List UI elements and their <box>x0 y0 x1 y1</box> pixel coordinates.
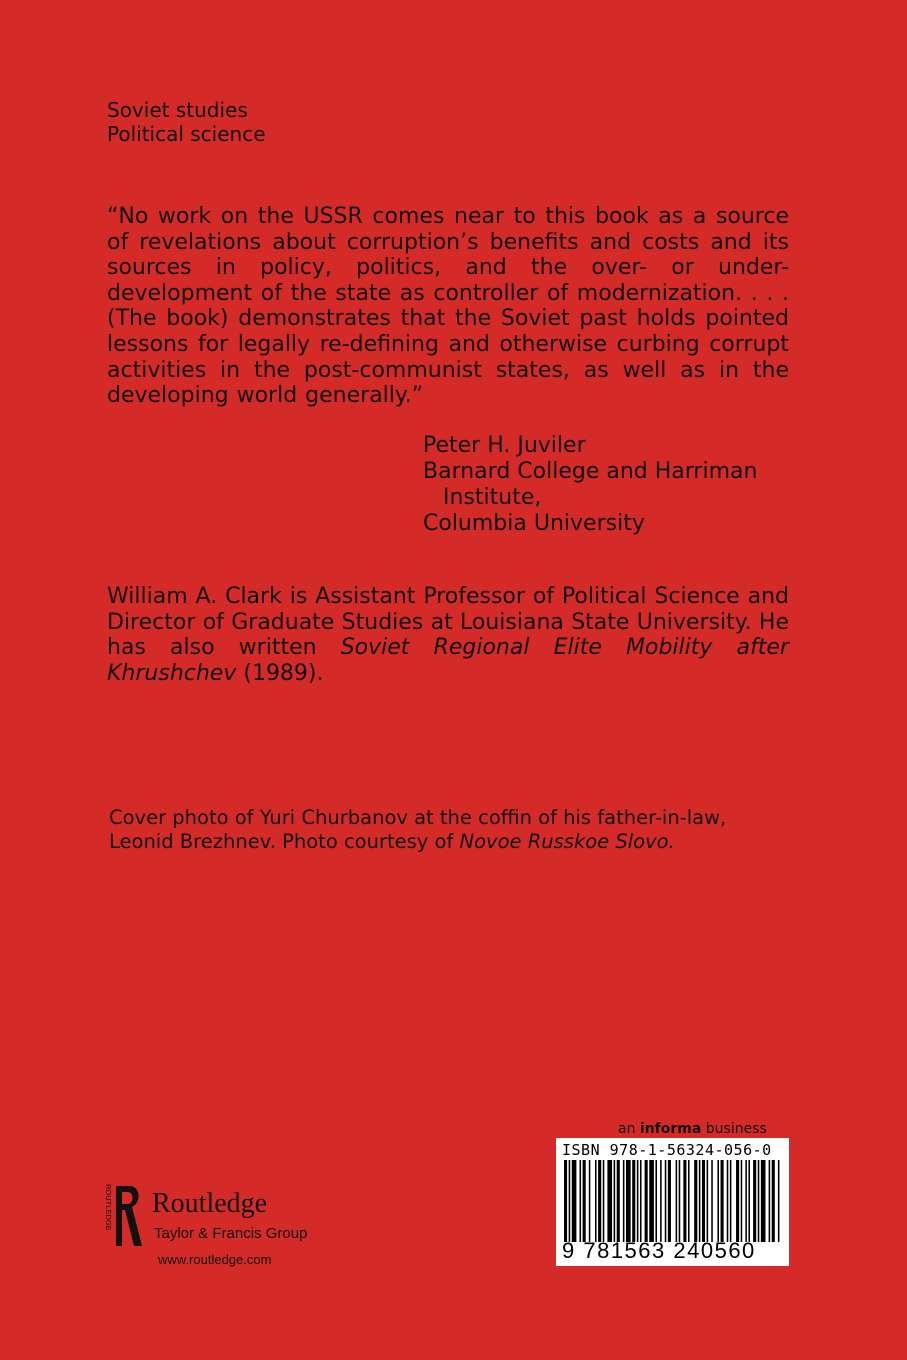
routledge-logo-text: ROUTLEDGE <box>104 1184 113 1231</box>
barcode-bar <box>741 1160 743 1242</box>
barcode-bar <box>569 1160 571 1242</box>
barcode-bar <box>748 1160 750 1242</box>
barcode-bar <box>583 1160 586 1242</box>
barcode-box <box>556 1138 789 1266</box>
barcode-bar <box>649 1160 654 1242</box>
cover-credit-line-1: Cover photo of Yuri Churbanov at the coffin of his father-in-law, <box>109 806 727 829</box>
informa-prefix: an <box>618 1121 636 1137</box>
barcode-bar <box>589 1160 591 1242</box>
barcode-bar <box>580 1160 582 1242</box>
barcode-bar <box>676 1160 678 1242</box>
isbn-label: ISBN 978-1-56324-056-0 <box>562 1141 772 1159</box>
barcode-bar <box>607 1160 612 1242</box>
informa-brand: informa <box>639 1121 702 1137</box>
attribution-affiliation-2: Institute, <box>443 485 542 510</box>
cover-credit-source: Novoe Russkoe Slovo. <box>459 830 675 853</box>
cover-credit-line-2: Leonid Brezhnev. Photo courtesy of <box>109 830 454 853</box>
publisher-name: Routledge <box>152 1188 268 1219</box>
barcode-bar <box>665 1160 667 1242</box>
barcode-bar <box>745 1160 747 1242</box>
barcode-bar <box>717 1160 719 1242</box>
barcode-bar <box>637 1160 639 1242</box>
barcode-bar <box>603 1160 605 1242</box>
quote-attribution <box>423 433 757 537</box>
attribution-affiliation-1: Barnard College and Harriman <box>423 459 758 484</box>
cover-credit <box>109 806 726 854</box>
publisher-url[interactable]: www.routledge.com <box>158 1252 272 1267</box>
barcode-bar <box>688 1160 690 1242</box>
endorsement-quote: “No work on the USSR comes near to this book as a source of revelations about corruption’s benefits and costs and its sources in policy, politics, and the over- or under-development of the state as controller of modernization. . . . (The book) demonstrates that the Soviet past holds pointed lessons for legally re-defining and otherwise curbing corrupt activities in the post-communist states, as well as in the developing world generally.” <box>107 204 789 409</box>
barcode-bar <box>640 1160 642 1242</box>
ean-digits: 9 781563 240560 <box>562 1238 756 1263</box>
barcode-bar <box>655 1160 657 1242</box>
barcode-bar <box>623 1160 625 1242</box>
barcode-bar <box>758 1160 760 1242</box>
category-soviet-studies: Soviet studies <box>107 98 248 122</box>
barcode-bar <box>736 1160 739 1242</box>
barcode-bar <box>699 1160 701 1242</box>
barcode-bars <box>562 1160 783 1242</box>
barcode-bar <box>730 1160 732 1242</box>
attribution-name: Peter H. Juviler <box>423 433 586 458</box>
barcode-bar <box>617 1160 620 1242</box>
barcode-bar <box>614 1160 616 1242</box>
barcode-bar <box>679 1160 681 1242</box>
barcode-bar <box>694 1160 697 1242</box>
barcode-bar <box>572 1160 577 1242</box>
category-political-science: Political science <box>107 122 266 146</box>
barcode-bar <box>727 1160 729 1242</box>
barcode-bar <box>772 1160 775 1242</box>
informa-tagline <box>618 1121 767 1137</box>
barcode-bar <box>598 1160 601 1242</box>
barcode-bar <box>702 1160 705 1242</box>
attribution-affiliation-3: Columbia University <box>423 511 645 536</box>
bio-book-title: Soviet Regional Elite Mobility after Khrushchev <box>107 635 789 686</box>
barcode-bar <box>707 1160 709 1242</box>
barcode-bar <box>711 1160 713 1242</box>
publisher-group: Taylor & Francis Group <box>154 1225 308 1242</box>
subject-categories <box>107 98 266 146</box>
barcode-bar <box>721 1160 724 1242</box>
barcode-bar <box>660 1160 662 1242</box>
bio-text: William A. Clark is Assistant Professor of Political Science and Director of Graduate Studies at Louisiana State University. He has also written <box>107 584 789 661</box>
bio-year: (1989). <box>243 660 324 686</box>
barcode-bar <box>668 1160 671 1242</box>
barcode-bar <box>769 1160 771 1242</box>
barcode-bar <box>645 1160 648 1242</box>
routledge-logo-icon <box>100 1182 146 1250</box>
barcode-bar <box>761 1160 766 1242</box>
barcode-bar <box>753 1160 756 1242</box>
barcode-bar <box>595 1160 597 1242</box>
barcode-bar <box>683 1160 686 1242</box>
barcode-bar <box>778 1160 780 1242</box>
barcode-bar <box>626 1160 631 1242</box>
barcode-bar <box>564 1160 567 1242</box>
author-bio <box>107 584 789 686</box>
informa-suffix: business <box>705 1121 767 1137</box>
barcode-bar <box>632 1160 635 1242</box>
